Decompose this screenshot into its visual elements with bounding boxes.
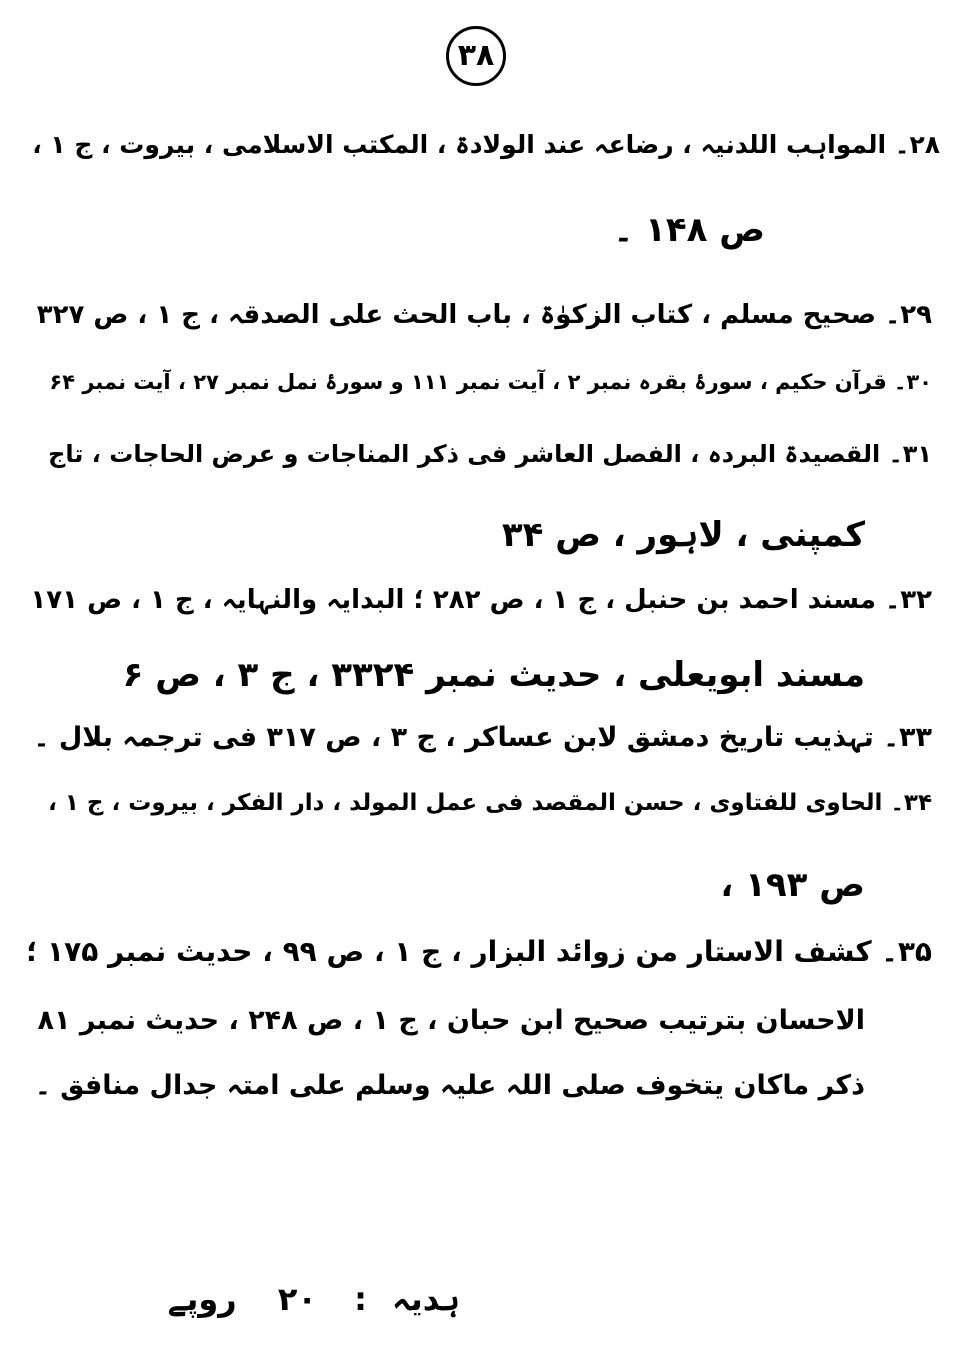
footnote-line: ۳۱۔ القصیدۃ البردہ ، الفصل العاشر فی ذکر المناجات و عرض الحاجات ، تاج <box>48 440 932 468</box>
footnote-line: ص ۱۹۳ ، <box>720 865 865 905</box>
price-footer <box>160 1280 460 1318</box>
footnote-line: الاحسان بترتیب صحیح ابن حبان ، ج ۱ ، ص ۲۴۸ ، حدیث نمبر ۸۱ <box>37 1005 865 1036</box>
footnote-line: ص ۱۴۸ ۔ <box>613 210 765 250</box>
price-currency: روپے <box>167 1280 237 1318</box>
footnote-line: ۳۲۔ مسند احمد بن حنبل ، ج ۱ ، ص ۲۸۲ ؛ البدایہ والنہایہ ، ج ۱ ، ص ۱۷۱ <box>30 585 932 615</box>
footnote-line: ۲۸۔ المواہب اللدنیہ ، رضاعہ عند الولادۃ ، المکتب الاسلامی ، بیروت ، ج ۱ ، <box>32 130 940 159</box>
price-label: ہدیہ <box>392 1280 460 1318</box>
price-separator: : <box>354 1280 367 1318</box>
footnote-line: ۲۹۔ صحیح مسلم ، کتاب الزکوٰۃ ، باب الحث علی الصدقہ ، ج ۱ ، ص ۳۲۷ <box>36 300 932 330</box>
footnote-line: مسند ابویعلی ، حدیث نمبر ۳۳۲۴ ، ج ۳ ، ص ۶ <box>122 655 865 695</box>
footnote-line: ذکر ماکان یتخوف صلی اللہ علیہ وسلم علی امتہ جدال منافق ۔ <box>35 1070 865 1101</box>
footnote-line: ۳۴۔ الحاوی للفتاوی ، حسن المقصد فی عمل المولد ، دار الفکر ، بیروت ، ج ۱ ، <box>48 790 932 816</box>
footnote-line: ۳۵۔ کشف الاستار من زوائد البزار ، ج ۱ ، ص ۹۹ ، حدیث نمبر ۱۷۵ ؛ <box>26 935 932 968</box>
page-number: ۳۸ <box>457 38 495 73</box>
page-number-badge <box>446 26 506 86</box>
footnote-line: ۳۳۔ تہذیب تاریخ دمشق لابن عساکر ، ج ۳ ، ص ۳۱۷ فی ترجمہ بلال ۔ <box>33 722 932 753</box>
price-amount: ۲۰ <box>277 1280 317 1318</box>
footnote-line: کمپنی ، لاہور ، ص ۳۴ <box>501 515 865 555</box>
footnote-line: ۳۰۔ قرآن حکیم ، سورۂ بقرہ نمبر ۲ ، آیت نمبر ۱۱۱ و سورۂ نمل نمبر ۲۷ ، آیت نمبر ۶۴ <box>49 370 932 394</box>
